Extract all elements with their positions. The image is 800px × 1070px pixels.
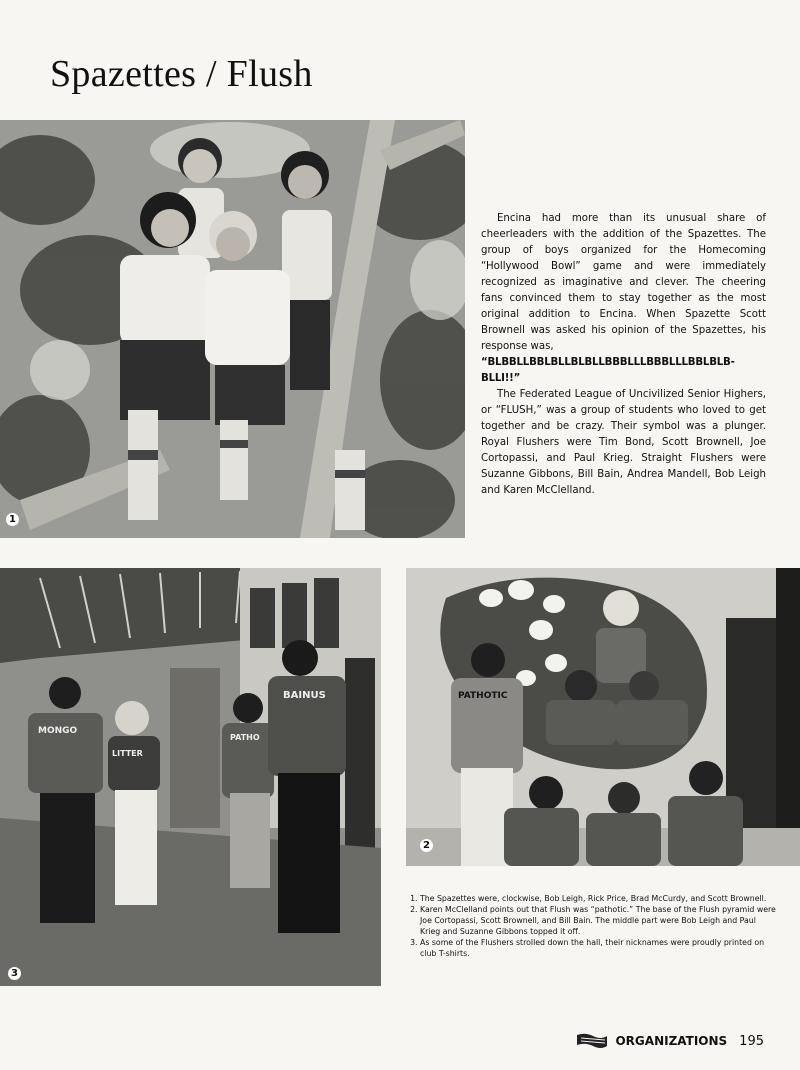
caption-2: 2. Karen McClelland points out that Flush was “pathotic.” The base of the Flush pyramid were Joe Cortopassi, Scott Brownell, and Bill Bain. The middle part were Bob Leigh and Paul Krieg and Suzanne Gibbons topped it off.	[420, 904, 776, 937]
photo-hallway-image	[0, 568, 381, 986]
shirt-text-patho: PATHO	[230, 733, 260, 742]
paragraph-flush: The Federated League of Uncivilized Senior Highers, or “FLUSH,” was a group of students who loved to get together and be crazy. Their symbol was a plunger. Royal Flushers were Tim Bond, Scott Brownell, Joe Cortopassi, and Paul Krieg. Straight Flushers were Suzanne Gibbons, Bill Bain, Andrea Mandell, Bob Leigh and Karen McClelland.	[481, 389, 766, 496]
photo-number: 3	[8, 967, 21, 980]
caption-1: 1. The Spazettes were, clockwise, Bob Leigh, Rick Price, Brad McCurdy, and Scott Brownell.	[420, 893, 776, 904]
caption-3: 3. As some of the Flushers strolled down the hall, their nicknames were proudly printed on club T-shirts.	[420, 937, 776, 959]
photo-captions	[406, 893, 776, 959]
page-title: Spazettes / Flush	[50, 53, 313, 95]
photo-flush-pyramid	[406, 568, 800, 866]
photo-spazettes-tree	[0, 120, 465, 538]
photo-hallway	[0, 568, 381, 986]
paragraph-quote: “BLBBLLBBLBLLBLBLLBBBLLLBBBLLLBBLBLB-BLLI!!”	[481, 357, 735, 384]
shirt-text-bainus: BAINUS	[283, 690, 326, 701]
photo-flush-pyramid-image	[406, 568, 800, 866]
shirt-text-pathotic: PATHOTIC	[458, 691, 508, 701]
page-footer	[575, 1032, 764, 1050]
photo-spazettes-tree-image	[0, 120, 465, 538]
shirt-text-mongo: MONGO	[38, 726, 78, 736]
photo-number: 1	[6, 513, 19, 526]
page-number: 195	[739, 1033, 764, 1049]
article-body	[481, 211, 766, 499]
photo-number: 2	[420, 839, 433, 852]
shirt-text-litter: LITTER	[112, 749, 143, 758]
section-label: ORGANIZATIONS	[615, 1034, 728, 1048]
flag-logo-icon	[575, 1032, 609, 1050]
paragraph-spazettes: Encina had more than its unusual share of cheerleaders with the addition of the Spazettes. The group of boys organized for the Homecoming “Hollywood Bowl” game and were immediately recognized as imaginative and clever. The cheering fans convinced them to stay together as the most original addition to Encina. When Spazette Scott Brownell was asked his opinion of the Spazettes, his response was,	[481, 213, 766, 352]
